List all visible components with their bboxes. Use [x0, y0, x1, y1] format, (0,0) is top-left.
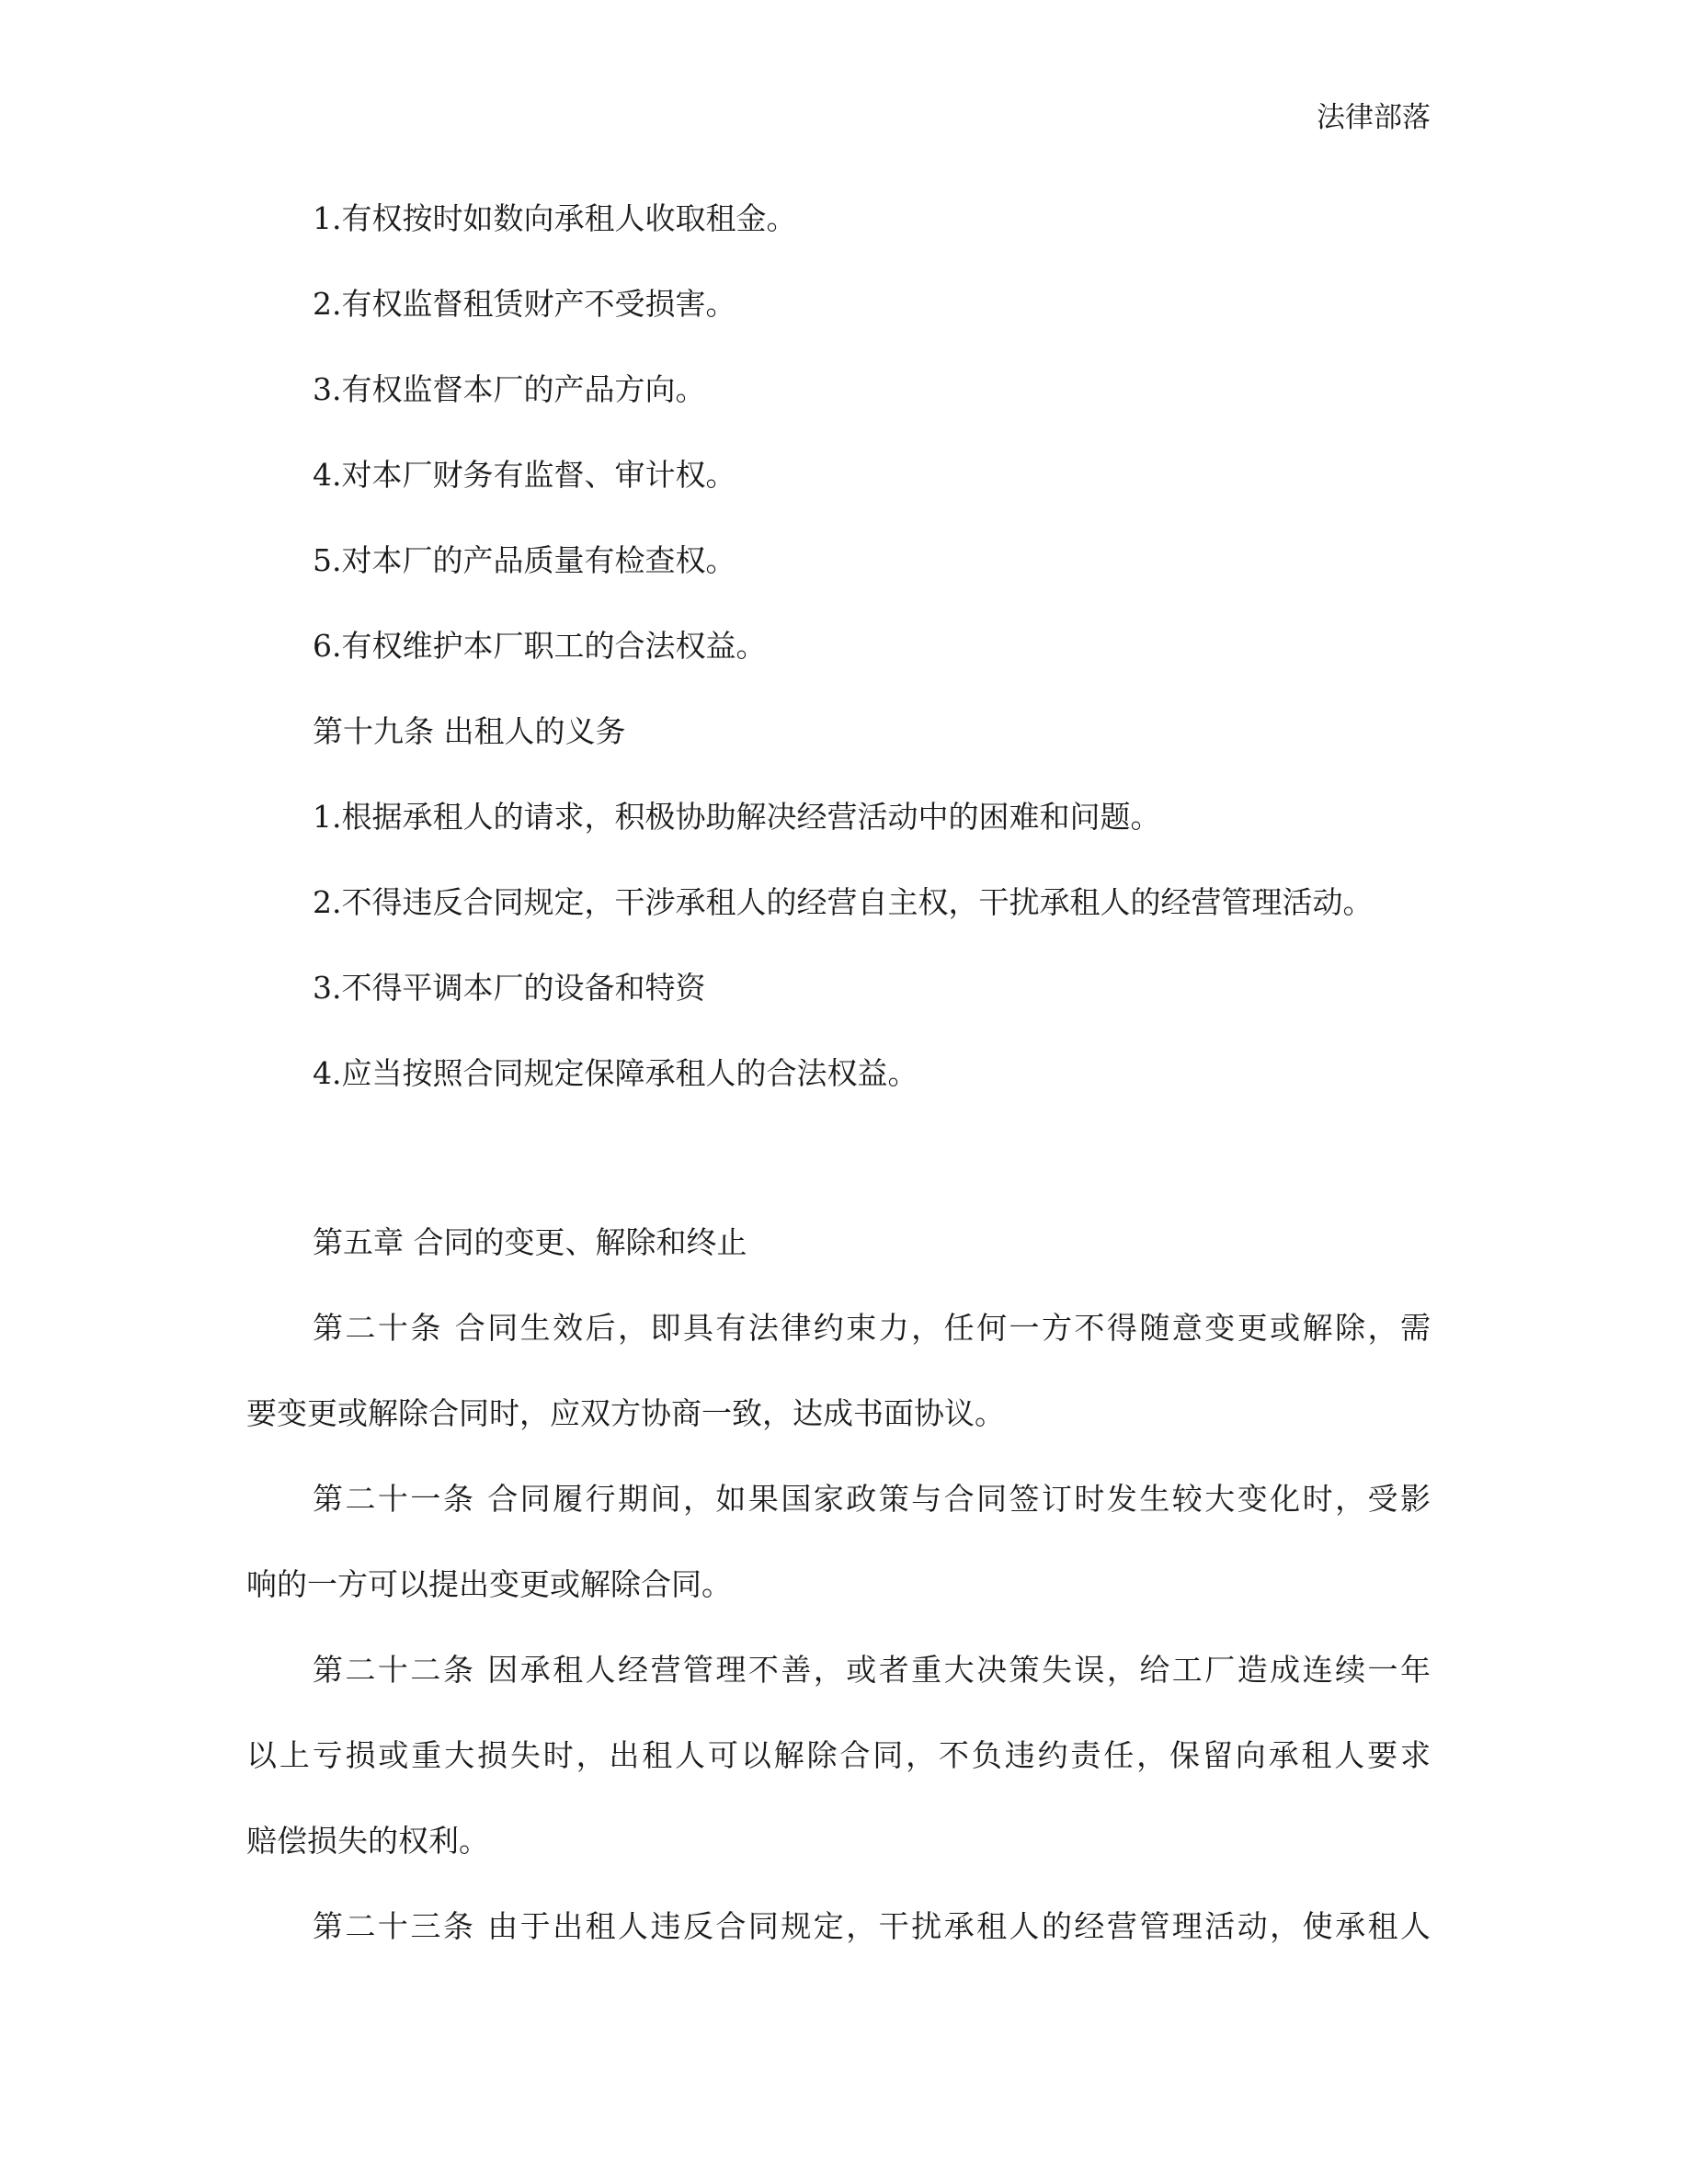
- lessor-right-4: 4.对本厂财务有监督、审计权。: [313, 457, 736, 493]
- article-23-line-1: 第二十三条 由于出租人违反合同规定，干扰承租人的经营管理活动，使承租人: [313, 1908, 1431, 1944]
- article-22-line-3: 赔偿损失的权利。: [246, 1823, 489, 1859]
- lessor-duty-2: 2.不得违反合同规定，干涉承租人的经营自主权，干扰承租人的经营管理活动。: [313, 884, 1374, 920]
- lessor-right-6: 6.有权维护本厂职工的合法权益。: [313, 628, 767, 664]
- lessor-right-3: 3.有权监督本厂的产品方向。: [313, 371, 706, 407]
- article-21-line-1: 第二十一条 合同履行期间，如果国家政策与合同签订时发生较大变化时，受影: [313, 1481, 1431, 1517]
- lessor-right-2: 2.有权监督租赁财产不受损害。: [313, 286, 736, 322]
- article-21-line-2: 响的一方可以提出变更或解除合同。: [246, 1566, 732, 1602]
- lessor-right-5: 5.对本厂的产品质量有检查权。: [313, 542, 736, 578]
- lessor-right-1: 1.有权按时如数向承租人收取租金。: [313, 200, 797, 236]
- lessor-duty-4: 4.应当按照合同规定保障承租人的合法权益。: [313, 1055, 918, 1091]
- lessor-duty-3: 3.不得平调本厂的设备和特资: [313, 970, 706, 1006]
- document-source-header: 法律部落: [1317, 101, 1431, 134]
- article-22-line-1: 第二十二条 因承租人经营管理不善，或者重大决策失误，给工厂造成连续一年: [313, 1652, 1431, 1688]
- lessor-duty-1: 1.根据承租人的请求，积极协助解决经营活动中的困难和问题。: [313, 799, 1161, 835]
- chapter-5-title: 第五章 合同的变更、解除和终止: [313, 1224, 747, 1260]
- article-20-line-1: 第二十条 合同生效后，即具有法律约束力，任何一方不得随意变更或解除，需: [313, 1310, 1431, 1346]
- article-19-title: 第十九条 出租人的义务: [313, 713, 626, 749]
- article-22-line-2: 以上亏损或重大损失时，出租人可以解除合同，不负违约责任，保留向承租人要求: [246, 1737, 1431, 1773]
- article-20-line-2: 要变更或解除合同时，应双方协商一致，达成书面协议。: [246, 1395, 1005, 1431]
